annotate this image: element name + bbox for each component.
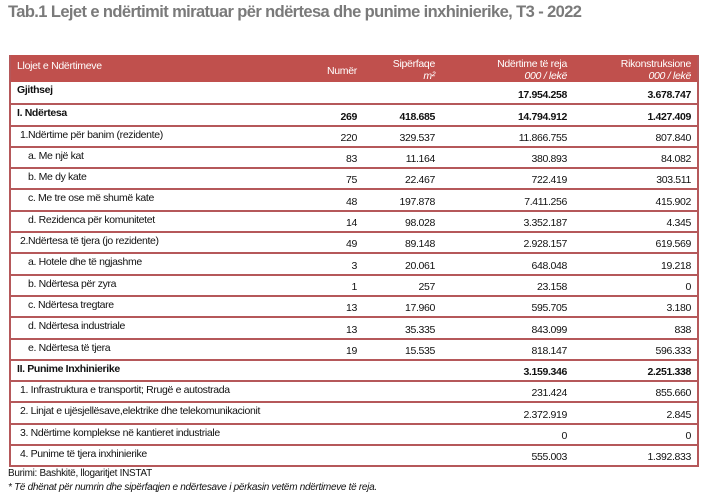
row-recon: 619.569 [655,238,691,251]
table-row [11,146,697,167]
table-row [11,274,697,295]
table-row [11,359,697,380]
row-new: 648.048 [531,259,567,272]
row-recon: 415.902 [655,195,691,208]
row-area: 11.164 [405,153,435,166]
header-new-unit: 000 / lekë [524,70,567,82]
row-label: a. Hotele dhe të ngjashme [28,256,142,269]
header-new-label: Ndërtime të reja [497,58,567,70]
row-recon: 596.333 [655,344,691,357]
footnote: * Të dhënat për numrin dhe sipërfaqjen e ndërtesave i përkasin vetëm ndërtimeve të reja. [8,482,377,493]
row-number: 14 [346,217,357,230]
row-recon: 4.345 [666,217,691,230]
row-label: d. Rezidenca për komunitetet [28,213,155,226]
header-recon [573,55,697,82]
table-row [11,167,697,188]
header-area [363,55,441,82]
table-row [11,444,697,465]
row-new: 3.159.346 [523,366,567,379]
row-recon: 84.082 [660,153,691,166]
row-number: 49 [346,238,357,251]
row-number: 75 [346,174,357,187]
row-new: 2.928.157 [523,238,567,251]
row-recon: 303.511 [656,174,691,187]
row-label: b. Ndërtesa për zyra [28,277,117,290]
table-header [11,55,697,82]
header-number: Numër [326,65,357,77]
row-number: 3 [351,259,357,272]
row-number [281,463,363,465]
row-new: 722.419 [531,174,567,187]
row-recon: 2.251.338 [647,366,691,379]
row-area: 197.878 [399,195,435,208]
row-new: 14.794.912 [517,110,567,123]
row-label: I. Ndërtesa [17,107,67,120]
table-row [11,82,697,103]
header-recon-unit: 000 / lekë [648,70,691,82]
row-label: 3. Ndërtime komplekse në kantieret industriale [20,426,220,439]
row-area: 22.467 [404,174,435,187]
table-row [11,210,697,231]
row-area [363,378,441,380]
row-area: 98.028 [404,217,435,230]
row-new: 0 [561,430,567,443]
table-title: Tab.1 Lejet e ndërtimit miratuar për ndërtesa dhe punime inxhinierike, T3 - 2022 [8,3,582,21]
row-number: 1 [351,280,357,293]
row-number: 269 [340,110,357,123]
row-label: 2.Ndërtesa të tjera (jo rezidente) [20,235,159,248]
header-area-unit: m² [423,70,435,82]
row-new: 555.003 [531,451,567,464]
row-label: b. Me dy kate [28,171,87,184]
row-label: 4. Punime të tjera inxhinierike [20,448,147,461]
row-number [281,101,363,103]
table-row [11,231,697,252]
row-recon: 3.180 [666,302,691,315]
row-number: 48 [346,195,357,208]
row-label: a. Me një kat [28,149,84,162]
row-label: 2. Linjat e ujësjellësave,elektrike dhe telekomunikacionit [20,405,261,418]
row-label: c. Me tre ose më shumë kate [28,192,154,205]
row-new: 7.411.256 [524,195,567,208]
row-new: 231.424 [531,387,567,400]
table-body [11,82,697,465]
row-recon: 1.427.409 [647,110,691,123]
table-row [11,401,697,422]
table-row [11,380,697,401]
table-row [11,423,697,444]
row-recon: 2.845 [666,408,691,421]
source-note: Burimi: Bashkitë, llogaritjet INSTAT [8,468,152,479]
row-new: 843.099 [531,323,567,336]
row-new: 380.893 [531,153,567,166]
row-label: e. Ndërtesa të tjera [28,341,111,354]
row-recon: 807.840 [655,131,691,144]
table-row [11,252,697,273]
row-label: c. Ndërtesa tregtare [28,298,114,311]
row-area: 418.685 [399,110,435,123]
row-recon: 0 [685,430,691,443]
header-recon-label: Rikonstruksione [620,58,691,70]
row-number: 13 [346,323,357,336]
row-new: 23.158 [536,280,567,293]
table-row [11,125,697,146]
row-new: 818.147 [531,344,567,357]
header-area-label: Sipërfaqe [392,58,435,70]
header-type: Llojet e Ndërtimeve [17,60,102,72]
row-area [363,442,441,444]
row-area [363,399,441,401]
row-number [281,399,363,401]
table-row [11,295,697,316]
row-label: Gjithsej [17,84,53,96]
row-number: 220 [340,131,357,144]
row-area [363,101,441,103]
row-area: 17.960 [404,302,435,315]
row-recon: 0 [685,280,691,293]
row-area: 329.537 [399,131,435,144]
table-row [11,338,697,359]
row-new: 3.352.187 [523,217,567,230]
row-new: 17.954.258 [517,89,567,102]
row-number: 83 [346,153,357,166]
row-label: 1.Ndërtime për banim (rezidente) [20,128,163,141]
row-recon: 19.218 [660,259,691,272]
row-area: 15.535 [404,344,435,357]
row-new: 2.372.919 [523,408,567,421]
row-recon: 1.392.833 [647,451,691,464]
table-row [11,316,697,337]
table-row [11,103,697,124]
row-area [363,463,441,465]
row-number [281,421,363,423]
row-recon: 3.678.747 [647,89,691,102]
table-row [11,188,697,209]
row-area: 20.061 [404,259,435,272]
header-new [441,55,573,82]
row-label: 1. Infrastruktura e transportit; Rrugë e autostrada [20,384,230,397]
row-recon: 838 [674,323,691,336]
row-area: 35.335 [404,323,435,336]
row-area: 257 [418,280,435,293]
row-label: d. Ndërtesa industriale [28,320,126,333]
row-number: 13 [346,302,357,315]
row-recon: 855.660 [655,387,691,400]
row-new: 595.705 [531,302,567,315]
row-area: 89.148 [404,238,435,251]
row-number [281,378,363,380]
row-number [281,442,363,444]
row-area [363,421,441,423]
construction-permits-table [9,55,699,467]
row-number: 19 [346,344,357,357]
row-label: II. Punime Inxhinierike [17,362,120,375]
row-new: 11.866.755 [518,131,567,144]
